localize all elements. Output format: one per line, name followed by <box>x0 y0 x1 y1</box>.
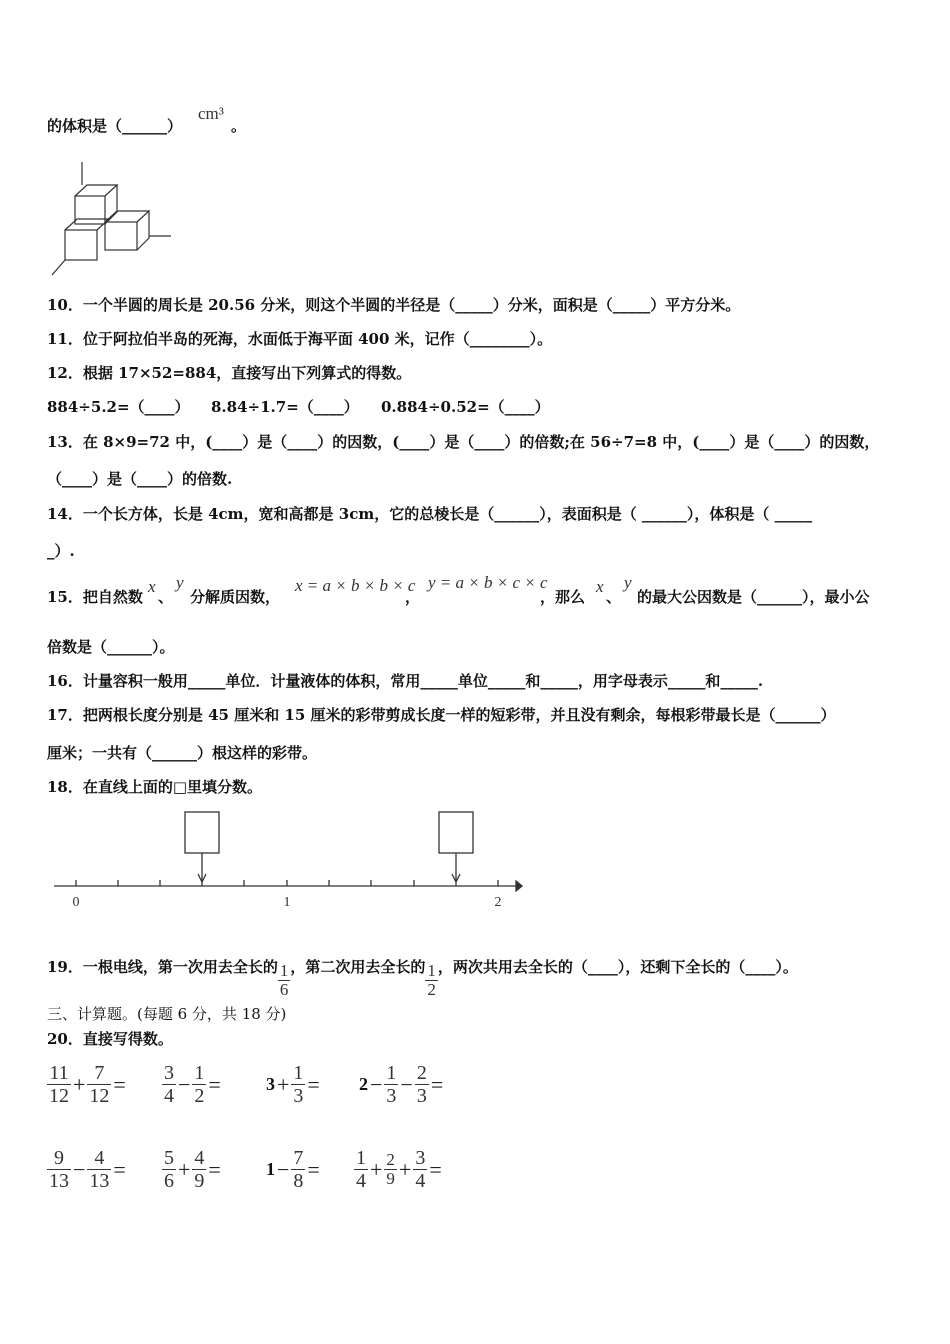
fraction <box>162 1062 176 1107</box>
frac-num: 3 <box>164 1062 174 1084</box>
fraction <box>87 1147 111 1192</box>
whole-number: 3 <box>266 1074 275 1094</box>
equals: = <box>208 1156 221 1182</box>
whole-number: 1 <box>266 1159 275 1179</box>
q19-frac-1 <box>278 962 291 999</box>
fraction <box>291 1062 305 1107</box>
fraction <box>354 1147 368 1192</box>
fraction <box>384 1151 397 1188</box>
frac-den: 2 <box>194 1085 205 1107</box>
frac-den: 3 <box>416 1085 427 1107</box>
whole-number: 2 <box>359 1074 368 1094</box>
operator: − <box>73 1156 86 1182</box>
frac-num: 4 <box>94 1147 105 1169</box>
frac-num: 3 <box>415 1147 426 1169</box>
operator: + <box>370 1156 383 1182</box>
equals: = <box>307 1156 320 1182</box>
q19-frac-2 <box>425 962 438 999</box>
frac-num: 9 <box>54 1147 64 1169</box>
q17-line1: 17．把两根长度分别是 45 厘米和 15 厘米的彩带剪成长度一样的短彩带，并且没有剩余，每根彩带最长是（______） <box>47 706 836 724</box>
q15-x: x <box>148 577 156 596</box>
calc-expr-2 <box>162 1062 223 1107</box>
frac-num: 1 <box>279 961 289 980</box>
frac-num: 1 <box>194 1062 205 1084</box>
q15-line2: 倍数是（______）。 <box>47 638 175 656</box>
fraction <box>87 1062 111 1107</box>
q15-comma: ， <box>405 588 421 606</box>
frac-den: 4 <box>164 1085 174 1107</box>
operator: + <box>73 1071 86 1097</box>
q15-y: y <box>176 573 184 592</box>
calc-expr-6 <box>162 1147 223 1192</box>
q12-item-3: 0.884÷0.52=（____） <box>381 398 550 416</box>
frac-den: 12 <box>89 1085 110 1107</box>
q12-item-1: 884÷5.2=（____） <box>47 398 190 416</box>
section-title: 三、计算题。(每题 6 分，共 18 分) <box>47 1005 287 1023</box>
equals: = <box>430 1071 444 1097</box>
q16: 16．计量容积一般用_____单位．计量液体的体积，常用_____单位_____和_____，用字母表示_____和_____. <box>47 672 764 690</box>
q13-line2: （____）是（____）的倍数. <box>47 470 233 488</box>
frac-den: 9 <box>386 1169 395 1188</box>
q9-unit: cm³ <box>198 104 224 123</box>
q17-line2: 厘米；一共有（______）根这样的彩带。 <box>47 744 318 762</box>
ticks <box>76 880 498 886</box>
frac-den: 13 <box>89 1170 110 1192</box>
q15-y2: y <box>624 573 632 592</box>
q12-text: 12．根据 17×52=884，直接写出下列算式的得数。 <box>47 364 412 382</box>
tick-label-2: 2 <box>494 895 502 910</box>
q10: 10．一个半圆的周长是 20.56 分米，则这个半圆的半径是（_____）分米，面积是（_____）平方分米。 <box>47 296 741 314</box>
frac-den: 3 <box>386 1085 397 1107</box>
q12-item-2: 8.84÷1.7=（____） <box>211 398 359 416</box>
operator: + <box>398 1156 412 1182</box>
frac-den: 9 <box>194 1170 205 1192</box>
answer-box-1 <box>185 812 219 853</box>
equals: = <box>113 1071 126 1097</box>
operator: + <box>178 1156 191 1182</box>
q15-x2: x <box>596 577 604 596</box>
q15-sep2: 、 <box>606 588 622 606</box>
fraction <box>413 1147 427 1192</box>
calc-expr-8 <box>354 1147 444 1192</box>
fraction <box>291 1147 305 1192</box>
frac-num: 7 <box>293 1147 304 1169</box>
q18-text: 18．在直线上面的□里填分数。 <box>47 778 263 796</box>
q20-text: 20．直接写得数。 <box>47 1030 173 1048</box>
q19-line <box>47 957 798 999</box>
cube-figure <box>50 160 175 278</box>
calc-expr-5 <box>47 1147 128 1192</box>
calc-expr-3 <box>266 1062 322 1107</box>
frac-num: 2 <box>386 1150 395 1169</box>
frac-den: 4 <box>415 1170 426 1192</box>
frac-den: 4 <box>356 1170 366 1192</box>
q9-text: 的体积是（______） <box>47 117 183 135</box>
equals: = <box>429 1156 442 1182</box>
frac-num: 2 <box>416 1062 427 1084</box>
calc-expr-1 <box>47 1062 128 1107</box>
frac-den: 6 <box>164 1170 174 1192</box>
fraction <box>47 1062 71 1107</box>
answer-box-2 <box>439 812 473 853</box>
q15-p2: 分解质因数， <box>190 588 281 606</box>
frac-den: 3 <box>293 1085 304 1107</box>
frac-den: 13 <box>49 1170 69 1192</box>
frac-num: 1 <box>386 1062 397 1084</box>
tick-label-0: 0 <box>72 895 80 910</box>
frac-num: 1 <box>293 1062 304 1084</box>
fraction <box>192 1062 206 1107</box>
q15-eq1: x = a × b × b × c <box>295 576 416 595</box>
equals: = <box>113 1156 126 1182</box>
q15-p1: 15．把自然数 <box>47 588 143 606</box>
fraction <box>47 1147 71 1192</box>
operator: − <box>370 1071 383 1097</box>
frac-num: 1 <box>356 1147 366 1169</box>
q15-eq2: y = a × b × c × c <box>428 573 548 592</box>
operator: + <box>277 1071 290 1097</box>
frac-num: 11 <box>49 1062 69 1084</box>
fraction <box>384 1062 398 1107</box>
calc-expr-4 <box>359 1062 445 1107</box>
q19-p3: ，两次共用去全长的（____），还剩下全长的（____）。 <box>437 958 798 976</box>
q15-p4: 的最大公因数是（______），最小公 <box>637 588 870 606</box>
operator: − <box>400 1071 413 1097</box>
equals: = <box>307 1071 320 1097</box>
q9-end: 。 <box>231 117 247 135</box>
frac-den: 12 <box>49 1085 69 1107</box>
frac-den: 2 <box>427 980 436 999</box>
fraction <box>415 1062 429 1107</box>
q9-volume-line <box>47 116 182 136</box>
q14-line1: 14．一个长方体，长是 4cm，宽和高都是 3cm，它的总棱长是（______），表面积是（ ______），体积是（ _____ <box>47 505 813 523</box>
q13-line1: 13．在 8×9=72 中，(____）是（____）的因数，(____）是（____）的倍数;在 56÷7=8 中，(____）是（____）的因数， <box>47 433 880 451</box>
frac-num: 5 <box>164 1147 174 1169</box>
frac-den: 8 <box>293 1170 304 1192</box>
q19-p1: 19．一根电线，第一次用去全长的 <box>47 958 278 976</box>
q11: 11．位于阿拉伯半岛的死海，水面低于海平面 400 米，记作（________）。 <box>47 330 553 348</box>
frac-den: 6 <box>279 980 289 999</box>
operator: − <box>178 1071 191 1097</box>
q15-p3: ，那么 <box>540 588 586 606</box>
frac-num: 1 <box>427 961 436 980</box>
fraction <box>162 1147 176 1192</box>
fraction <box>192 1147 206 1192</box>
tick-label-1: 1 <box>283 895 291 910</box>
q19-p2: ，第二次用去全长的 <box>290 958 426 976</box>
q14-line2: _）. <box>47 542 75 560</box>
equals: = <box>208 1071 221 1097</box>
q15-sep: 、 <box>158 588 174 606</box>
number-line <box>50 808 530 918</box>
frac-num: 4 <box>194 1147 205 1169</box>
calc-expr-7 <box>266 1147 322 1192</box>
frac-num: 7 <box>94 1062 105 1084</box>
operator: − <box>277 1156 290 1182</box>
